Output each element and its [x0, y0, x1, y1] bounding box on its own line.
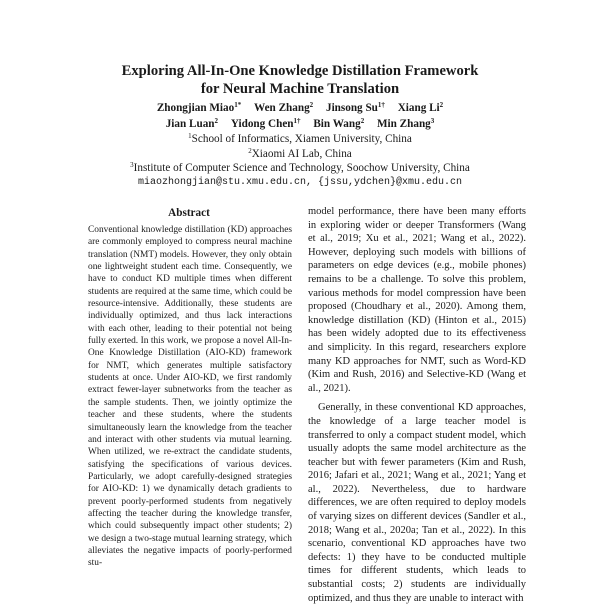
authors-row-2: [0, 116, 600, 132]
intro-paragraph-2: Generally, in these conventional KD approaches, the knowledge of a large teacher model is transferred to only a compact student model, which usually adopts the same model architecture as the teacher but with fewer parameters (Kim and Rush, 2016; Jafari et al., 2021; Wang et al., 2021; Yang et al., 2022). Nevertheless, due to hardware differences, we are often required to deploy models of varying sizes on different devices (Sandler et al., 2018; Wang et al., 2020a; Tan et al., 2022). In this scenario, conventional KD approaches have two defects: 1) they have to be conducted multiple times for different students, which leads to substantial costs; 2) students are individually optimized, and thus they are unable to interact with: [308, 402, 526, 604]
title-line-2: for Neural Machine Translation: [200, 81, 400, 97]
abstract-heading: Abstract: [168, 207, 210, 219]
affiliation: $^3$Institute of Computer Science and Technology, Soochow University, China: [130, 161, 470, 174]
title-line-1: Exploring All-In-One Knowledge Distillation Framework: [121, 63, 479, 79]
introduction-column: [308, 205, 526, 605]
author: Min Zhang$^3$: [377, 117, 435, 130]
affiliations: [0, 132, 600, 190]
intro-paragraph-1: model performance, there have been many efforts in exploring wider or deeper Transformers (Wang et al., 2019; Xu et al., 2021; Wang et al., 2022). However, deploying such models with billions of parameters on edge devices (e.g., mobile phones) remains to be a challenge. To solve this problem, various methods for model compression have been proposed (Choudhary et al., 2020). Among them, knowledge distillation (KD) (Hinton et al., 2015) has been widely adopted due to its effectiveness and simplicity. In this regard, researchers explore many KD approaches for NMT, such as Word-KD (Kim and Rush, 2016) and Selective-KD (Wang et al., 2021).: [308, 206, 526, 394]
authors-row-1: [0, 100, 600, 116]
author: Bin Wang$^2$: [313, 117, 365, 130]
author: Zhongjian Miao$^{1*}$: [156, 101, 242, 114]
author: Wen Zhang$^2$: [254, 101, 314, 114]
author: Xiang Li$^2$: [397, 101, 444, 114]
author: Jian Luan$^2$: [165, 117, 219, 130]
paper-title: [0, 62, 600, 98]
author: Jinsong $Su^{1\dagger}$: [325, 101, 385, 114]
author-emails: miaozhongjian@stu.xmu.edu.cn, {jssu,ydchen}@xmu.edu.cn: [137, 176, 463, 188]
author: Yidong Chen$^{1\dagger}$: [230, 117, 301, 130]
author-list: [0, 100, 600, 132]
affiliation: $^1$School of Informatics, Xiamen University, China: [188, 132, 412, 145]
affiliation: $^2$Xiaomi AI Lab, China: [248, 146, 352, 160]
abstract-body: Conventional knowledge distillation (KD) approaches are commonly employed to compress neural machine translation (NMT) models. However, they only obtain one lightweight student each time. Consequently, we have to conduct KD multiple times when different students are required at the same time, which could be resource-intensive. Additionally, these students are individually optimized, and thus lack interactions with each other, leading to their potential not being fully exerted. In this work, we propose a novel All-In-One Knowledge Distillation (AIO-KD) framework for NMT, which generates multiple satisfactory students at once. Under AIO-KD, we first randomly extract fewer-layer subnetworks from the teacher as the sample students. Then, we jointly optimize the teacher and these students, where the students simultaneously learn the knowledge from the teacher and interact with other students via mutual learning. When utilized, we re-extract the candidate students, satisfying the specifications of various devices. Particularly, we adopt carefully-designed strategies for AIO-KD: 1) we dynamically detach gradients to prevent poorly-performed students from negatively affecting the teacher during the knowledge transfer, which could subsequently impact other students; 2) we design a two-stage mutual learning strategy, which alleviates the negative impacts of poorly-performed stu-: [88, 225, 292, 569]
